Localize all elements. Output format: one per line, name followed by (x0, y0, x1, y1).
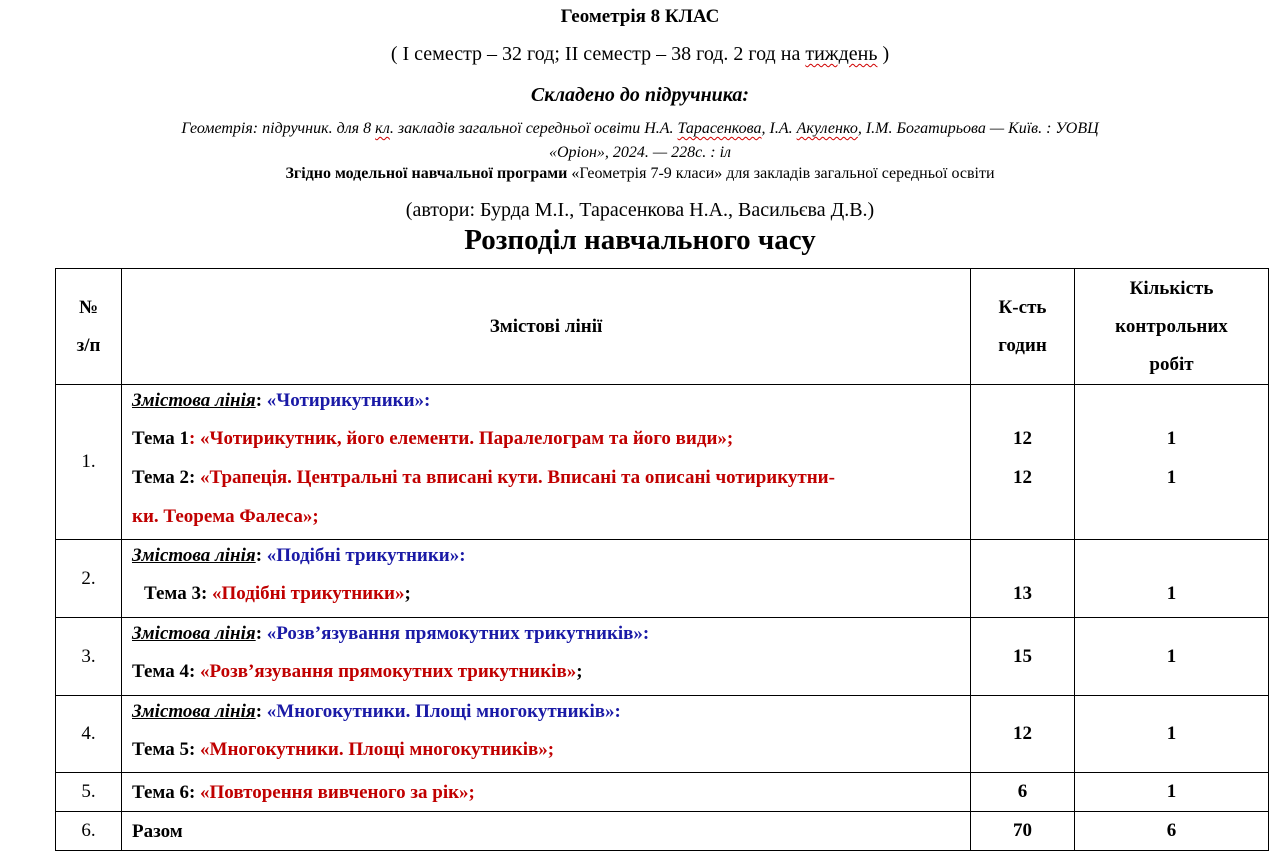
row-hours: 12 (971, 696, 1075, 773)
content-line-title: «Многокутники. Площі многокутників»: (266, 701, 621, 722)
citation-part: , І.А. (761, 120, 797, 137)
row-tests: 1 (1075, 696, 1269, 773)
topic-label: Тема 6: (132, 781, 201, 803)
topic-title: «Подібні трикутники» (212, 583, 405, 604)
hours-info-week: тиждень (805, 43, 878, 65)
content-line-title: «Подібні трикутники»: (266, 545, 466, 566)
topic-line (132, 458, 970, 497)
program-name: Згідно модельної навчальної програми (285, 165, 568, 182)
table-row-total (56, 812, 1269, 851)
hours-value: 12 (1013, 428, 1032, 449)
content-line-heading (132, 385, 970, 419)
topic-title: : «Чотирикутник, його елементи. Паралелограм та його види»; (188, 428, 734, 449)
content-line-heading (132, 696, 970, 730)
content-line-sep: : (255, 701, 267, 722)
header-tests (1075, 269, 1269, 385)
row-content (122, 540, 971, 618)
row-tests: 1 (1075, 773, 1269, 812)
hours-value: 13 (1013, 583, 1032, 604)
row-content (122, 773, 971, 812)
content-line-label: Змістова лінія (132, 390, 256, 411)
table-row (56, 773, 1269, 812)
row-number: 3. (56, 618, 122, 696)
row-tests (1075, 540, 1269, 618)
content-line-label: Змістова лінія (132, 701, 256, 722)
row-number: 1. (56, 385, 122, 540)
citation-part: Геометрія: підручник. для 8 (181, 120, 376, 137)
row-tests (1075, 385, 1269, 540)
topic-label: Тема 5: (132, 739, 201, 760)
content-line-title: «Чотирикутники»: (266, 390, 431, 411)
compiled-label: Складено до підручника: (530, 84, 750, 106)
header-tests-l1: Кількість (1129, 277, 1214, 299)
citation-part: , І.М. Богатирьова — Київ. : УОВЦ (857, 120, 1099, 137)
topic-end: ; (404, 583, 411, 604)
topic-title: «Розв’язування прямокутних трикутників» (200, 661, 577, 682)
content-line-heading (132, 618, 970, 652)
content-line-title: «Розв’язування прямокутних трикутників»: (266, 623, 650, 644)
hours-info (0, 43, 1280, 66)
row-content (122, 385, 971, 540)
citation-part: Акуленко (796, 120, 858, 137)
citation-part: . закладів загальної середньої освіти Н.А. (389, 120, 678, 137)
header-content-label: Змістові лінії (489, 315, 603, 337)
content-line-sep: : (255, 545, 267, 566)
program-authors: (автори: Бурда М.І., Тарасенкова Н.А., Васильєва Д.В.) (405, 199, 875, 221)
total-label: Разом (132, 820, 183, 842)
header-content (122, 269, 971, 385)
topic-title: «Повторення вивченого за рік»; (200, 781, 475, 803)
topic-line (132, 774, 970, 811)
header-tests-l3: робіт (1149, 353, 1194, 375)
row-hours: 6 (971, 773, 1075, 812)
citation-part: кл (375, 120, 390, 137)
tests-value: 1 (1166, 467, 1177, 488)
topic-label: Тема 3: (144, 583, 213, 604)
hours-value: 12 (1013, 467, 1032, 488)
row-hours: 15 (971, 618, 1075, 696)
topic-title: «Трапеція. Центральні та вписані кути. Вписані та описані чотирикутни- (200, 467, 835, 488)
topic-label: Тема 4: (132, 661, 201, 682)
document-title: Геометрія 8 КЛАС (560, 6, 720, 27)
table-row (56, 618, 1269, 696)
topic-label: Тема 1 (132, 428, 189, 449)
hours-info-end: ) (877, 43, 890, 65)
content-line-heading (132, 540, 970, 574)
topic-title: «Многокутники. Площі многокутників»; (200, 739, 555, 760)
header-number-l2: з/п (76, 334, 101, 356)
textbook-citation (0, 120, 1280, 138)
row-hours (971, 540, 1075, 618)
table-header-row (56, 269, 1269, 385)
topic-line (132, 574, 970, 613)
citation-part: Тарасенкова (677, 120, 762, 137)
topic-label: Тема 2: (132, 467, 201, 488)
topic-line-continued: ки. Теорема Фалеса»; (132, 506, 319, 527)
row-number: 2. (56, 540, 122, 618)
topic-line (132, 652, 970, 691)
row-number: 6. (56, 812, 122, 851)
time-distribution-table (55, 268, 1269, 851)
row-hours: 70 (971, 812, 1075, 851)
row-content (122, 696, 971, 773)
row-number: 4. (56, 696, 122, 773)
table-row (56, 540, 1269, 618)
hours-info-text: ( І семестр – 32 год; ІІ семестр – 38 год. 2 год на (390, 43, 806, 65)
table-row (56, 696, 1269, 773)
row-content (122, 618, 971, 696)
row-tests: 6 (1075, 812, 1269, 851)
header-number (56, 269, 122, 385)
section-heading: Розподіл навчального часу (464, 224, 816, 256)
topic-line (132, 730, 970, 769)
header-tests-l2: контрольних (1115, 315, 1228, 337)
tests-value: 1 (1166, 428, 1177, 449)
program-info (0, 165, 1280, 183)
row-hours (971, 385, 1075, 540)
content-line-sep: : (255, 623, 267, 644)
header-hours-l1: К-сть (998, 296, 1047, 318)
content-line-label: Змістова лінія (132, 545, 256, 566)
topic-line (132, 419, 970, 458)
table-row (56, 385, 1269, 540)
header-hours (971, 269, 1075, 385)
content-line-label: Змістова лінія (132, 623, 256, 644)
header-number-l1: № (78, 296, 99, 318)
textbook-citation-line2: «Оріон», 2024. — 228с. : іл (548, 144, 731, 161)
program-rest: «Геометрія 7-9 класи» для закладів загальної середньої освіти (567, 165, 995, 182)
row-content (122, 812, 971, 851)
topic-end: ; (576, 661, 583, 682)
row-tests: 1 (1075, 618, 1269, 696)
content-line-sep: : (255, 390, 267, 411)
header-hours-l2: годин (998, 334, 1047, 356)
row-number: 5. (56, 773, 122, 812)
tests-value: 1 (1166, 583, 1177, 604)
